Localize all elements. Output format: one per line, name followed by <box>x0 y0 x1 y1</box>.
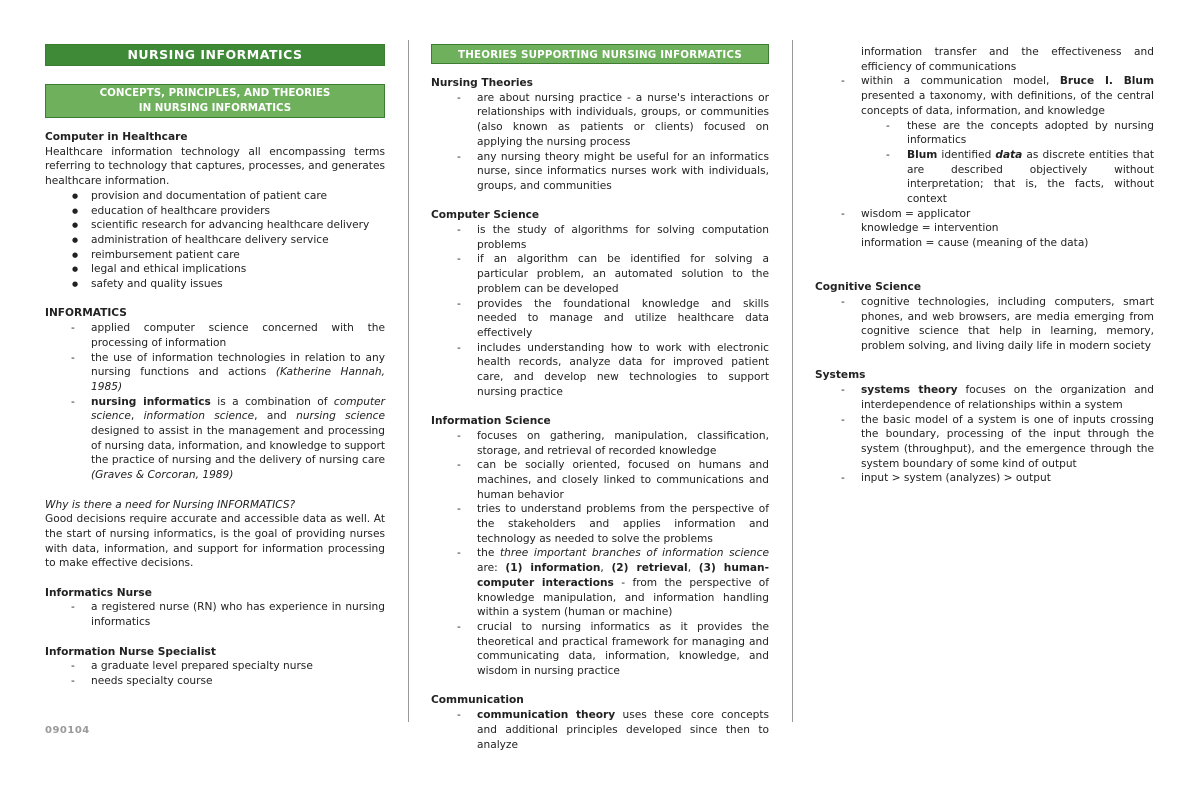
item-text: the <box>477 547 501 560</box>
list-item: - applied computer science concerned with the processing of information <box>45 321 385 350</box>
list-item: - crucial to nursing informatics as it provides the theoretical and practical framework for managing and communicating data, information, knowledge, and wisdom in nursing practice <box>431 620 769 679</box>
list-item <box>45 351 385 395</box>
communication-list-continued <box>815 74 1154 221</box>
computer-healthcare-list <box>45 189 385 292</box>
list-item: ● education of healthcare providers <box>45 204 385 219</box>
item-text: focuses on the organization and interdependence of relationships within a system <box>861 384 1154 411</box>
computer-healthcare-intro: Healthcare information technology all encompassing terms referring to technology that captures, processes, and generates healthcare information. <box>45 145 385 188</box>
term-bold: Blum <box>907 148 938 161</box>
list-item: ● administration of healthcare delivery service <box>45 233 385 248</box>
item-text: - from the perspective of knowledge manipulation, and information handling within a system (human or machine) <box>477 576 770 619</box>
computer-science-list <box>431 223 769 399</box>
item-text: are: <box>477 562 506 575</box>
list-item: ● scientific research for advancing healthcare delivery <box>45 218 385 233</box>
systems-heading: Systems <box>815 369 866 382</box>
computer-science-heading: Computer Science <box>431 209 540 222</box>
term-bold: communication theory <box>477 709 616 722</box>
cognitive-science-heading: Cognitive Science <box>815 281 922 294</box>
concepts-banner-line2: IN NURSING INFORMATICS <box>138 101 292 114</box>
column-divider-2 <box>792 40 793 722</box>
main-title-banner: NURSING INFORMATICS <box>45 44 385 66</box>
column-3 <box>815 45 1154 486</box>
informatics-nurse-list <box>45 600 385 629</box>
item-text: designed to assist in the management and processing of nursing data, information, and knowledge to support the practice of nursing and the delivery of nursing care <box>91 425 385 467</box>
computer-healthcare-heading: Computer in Healthcare <box>45 131 188 143</box>
list-item: - any nursing theory might be useful for an informatics nurse, since informatics nurses work with individuals, groups, and communities <box>431 150 769 194</box>
page-code: 090104 <box>45 725 90 736</box>
list-item: - includes understanding how to work with electronic health records, analyze data for improved patient care, and develop new technologies to support nursing practice <box>431 341 769 400</box>
term-bold: (2) retrieval <box>611 562 688 575</box>
nursing-theories-heading: Nursing Theories <box>431 77 533 89</box>
list-item: - is the study of algorithms for solving computation problems <box>431 223 769 252</box>
informatics-list <box>45 321 385 483</box>
communication-heading: Communication <box>431 694 524 707</box>
list-item <box>45 395 385 483</box>
list-item: ● safety and quality issues <box>45 277 385 292</box>
systems-list <box>815 383 1154 486</box>
information-science-list <box>431 429 769 679</box>
item-text: uses these core concepts and additional principles developed since then to analyze <box>477 709 769 751</box>
list-item: - are about nursing practice - a nurse's interactions or relationships with individuals, groups, or communities (also known as patients or clients) focused on applying the nursing process <box>431 91 769 150</box>
communication-list <box>431 708 769 752</box>
term-bold: (1) information <box>505 562 601 575</box>
list-item <box>861 148 1154 207</box>
cognitive-science-list <box>815 295 1154 354</box>
column-1 <box>45 44 385 689</box>
list-item: - a registered nurse (RN) who has experience in nursing informatics <box>45 600 385 629</box>
term-italic: information science <box>143 410 255 423</box>
term-bold: nursing informatics <box>91 395 211 408</box>
nurse-specialist-heading: Information Nurse Specialist <box>45 645 216 658</box>
list-item: ● provision and documentation of patient care <box>45 189 385 204</box>
theories-banner: THEORIES SUPPORTING NURSING INFORMATICS <box>431 44 769 64</box>
term-bold-italic: data <box>995 148 1023 161</box>
list-item: - focuses on gathering, manipulation, classification, storage, and retrieval of recorded knowledge <box>431 429 769 458</box>
list-item: - provides the foundational knowledge and skills needed to manage and utilize healthcare data effectively <box>431 297 769 341</box>
item-text: presented a taxonomy, with definitions, of the central concepts of data, information, and knowledge <box>861 90 1154 117</box>
item-text: within a communication model, <box>861 75 1060 88</box>
information-science-heading: Information Science <box>431 415 551 428</box>
term-bold: systems theory <box>861 384 958 397</box>
why-question: Why is there a need for Nursing INFORMATICS? <box>45 498 296 511</box>
list-item <box>431 546 769 620</box>
knowledge-line: knowledge = intervention <box>861 222 999 235</box>
blum-sublist <box>861 119 1154 207</box>
list-item <box>815 383 1154 412</box>
term-italic: three important branches of information science <box>500 547 769 560</box>
column-divider-1 <box>408 40 409 722</box>
list-item: - the basic model of a system is one of inputs crossing the boundary, processing of the input through the system (throughput), and the emergence through the system boundary of some kind of output <box>815 413 1154 472</box>
item-text: identified <box>937 148 996 161</box>
item-text: as discrete entities that are described objectively without interpretation; that is, the facts, without context <box>907 148 1154 206</box>
item-text: the use of information technologies in relation to any nursing functions and actions <box>91 351 385 379</box>
nursing-theories-list <box>431 91 769 194</box>
citation: (Katherine Hannah, 1985) <box>91 366 386 393</box>
item-text: , and <box>254 410 297 423</box>
list-item: - can be socially oriented, focused on humans and machines, and closely linked to communications and human behavior <box>431 458 769 502</box>
list-item: - tries to understand problems from the perspective of the stakeholders and applies information and technology as needed to solve the problems <box>431 502 769 546</box>
list-item: - if an algorithm can be identified for solving a particular problem, an automated solution to the problem can be developed <box>431 252 769 296</box>
nurse-specialist-list <box>45 659 385 688</box>
citation: (Graves & Corcoran, 1989) <box>91 469 234 482</box>
list-item: ● reimbursement patient care <box>45 248 385 263</box>
list-item: - needs specialty course <box>45 674 385 689</box>
item-text: is a combination of <box>210 395 334 408</box>
column-2 <box>431 44 769 752</box>
list-item <box>815 74 1154 206</box>
list-item <box>431 708 769 752</box>
concepts-banner <box>45 84 385 118</box>
why-answer: Good decisions require accurate and accessible data as well. At the start of nursing informatics, is the goal of providing nurses with data, information, and support for information processing to make effective decisions. <box>45 513 385 570</box>
list-item: - wisdom = applicator <box>815 207 1154 222</box>
list-item: - these are the concepts adopted by nursing informatics <box>861 119 1154 148</box>
informatics-heading: INFORMATICS <box>45 307 127 320</box>
list-item: - a graduate level prepared specialty nurse <box>45 659 385 674</box>
communication-continued: information transfer and the effectiveness and efficiency of communications <box>861 46 1154 73</box>
informatics-nurse-heading: Informatics Nurse <box>45 586 152 599</box>
term-bold: (3) human-computer interactions <box>477 562 769 589</box>
item-text: , <box>687 562 699 575</box>
term-italic: computer science <box>91 395 386 423</box>
information-line: information = cause (meaning of the data) <box>861 237 1089 250</box>
list-item: - cognitive technologies, including computers, smart phones, and web browsers, are media emerging from cognitive science that help in learning, memory, problem solving, and living daily life in modern society <box>815 295 1154 354</box>
item-text: , <box>600 562 612 575</box>
concepts-banner-line1: CONCEPTS, PRINCIPLES, AND THEORIES <box>99 87 331 99</box>
item-text: , <box>130 410 144 423</box>
term-bold: Bruce I. Blum <box>1059 75 1155 88</box>
term-italic: nursing science <box>296 410 385 423</box>
list-item: ● legal and ethical implications <box>45 262 385 277</box>
list-item: - input > system (analyzes) > output <box>815 471 1154 486</box>
